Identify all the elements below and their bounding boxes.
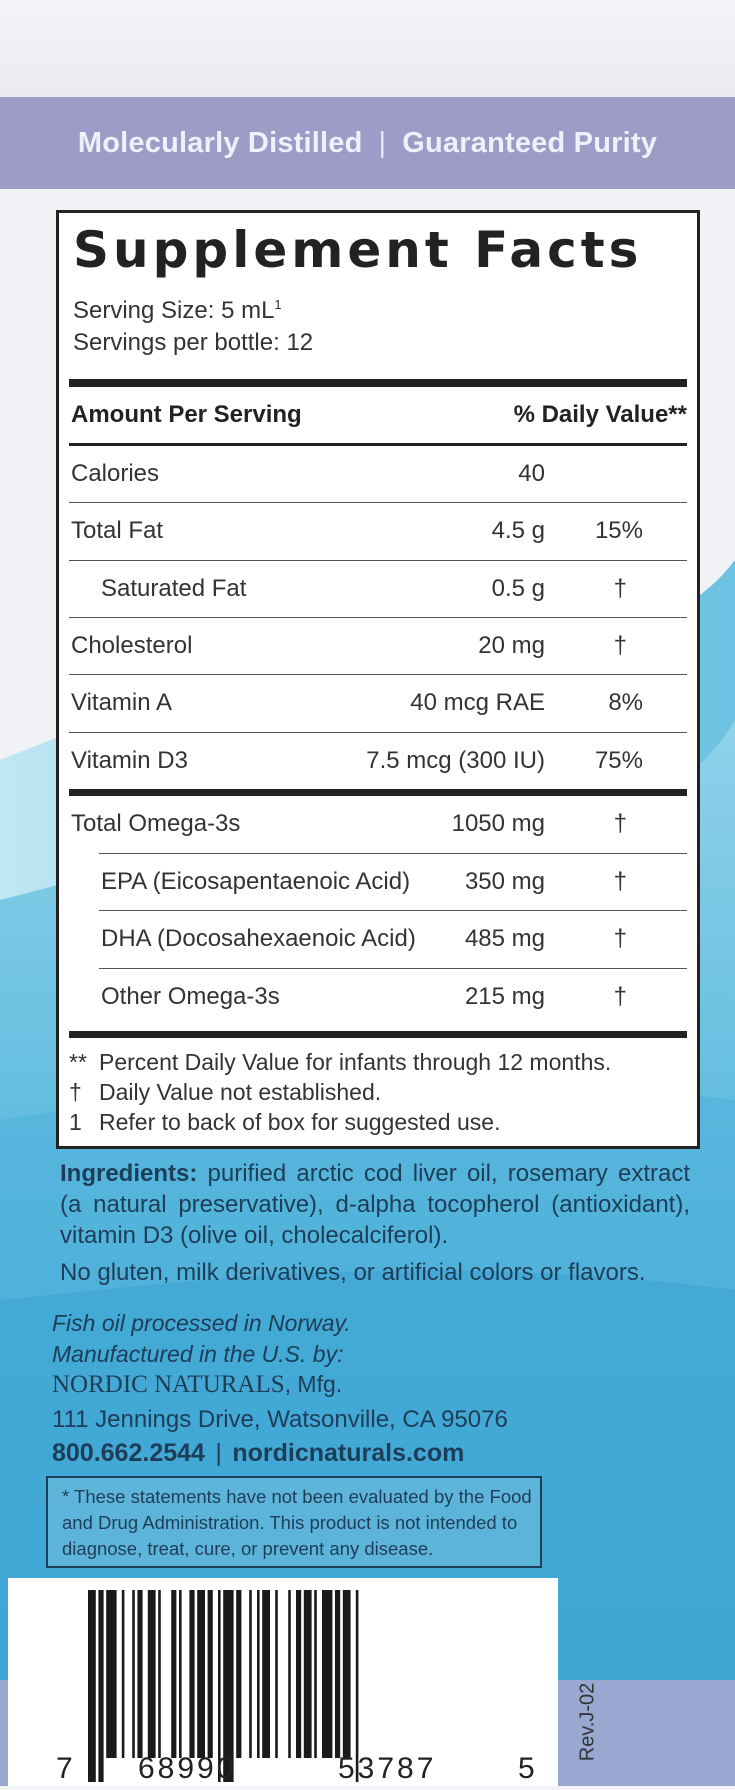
disclaimer-text: These statements have not been evaluated by the Food and Drug Administration. This product is not intended to diagnose, treat, cure, or prevent any disease. bbox=[62, 1486, 532, 1559]
company-name: NORDIC NATURALS bbox=[52, 1371, 285, 1398]
nutrient-row-saturated-fat bbox=[69, 561, 687, 617]
nutrient-amount: 485 mg bbox=[464, 925, 545, 952]
barcode-bar bbox=[189, 1590, 194, 1758]
barcode-bar bbox=[288, 1590, 291, 1758]
allergen-statement: No gluten, milk derivatives, or artificial colors or flavors. bbox=[60, 1259, 646, 1286]
footnote-text: Daily Value not established. bbox=[99, 1079, 382, 1105]
barcode-digit-last: 5 bbox=[518, 1752, 535, 1785]
barcode-bar bbox=[296, 1590, 301, 1758]
nutrient-dv: † bbox=[613, 810, 627, 837]
nutrient-row-vitamin-d3 bbox=[69, 733, 687, 789]
footnote-text: Refer to back of box for suggested use. bbox=[99, 1109, 501, 1135]
disclaimer-mark: * bbox=[62, 1486, 70, 1507]
nutrient-dv: 8% bbox=[608, 689, 643, 716]
nutrient-dv: † bbox=[613, 983, 627, 1010]
barcode-bar bbox=[343, 1590, 351, 1758]
thick-rule-bottom bbox=[69, 1031, 687, 1038]
barcode-bar bbox=[304, 1590, 312, 1758]
phone-number: 800.662.2544 bbox=[52, 1439, 205, 1467]
nutrient-name: Cholesterol bbox=[71, 632, 193, 659]
purity-banner bbox=[0, 97, 735, 189]
nutrient-name: Other Omega-3s bbox=[101, 983, 280, 1010]
contact-line bbox=[52, 1439, 464, 1468]
ingredients-paragraph bbox=[60, 1158, 690, 1251]
nutrient-dv: 75% bbox=[594, 747, 643, 774]
serving-size-text: Serving Size: 5 mL bbox=[73, 297, 275, 324]
website: nordicnaturals.com bbox=[232, 1439, 465, 1467]
servings-per-container: Servings per bottle: 12 bbox=[73, 329, 314, 356]
nutrient-amount: 0.5 g bbox=[491, 575, 545, 602]
nutrient-name: Vitamin D3 bbox=[71, 747, 188, 774]
barcode-bar bbox=[158, 1590, 161, 1758]
nutrient-row-calories bbox=[69, 446, 687, 502]
footnote-mark: ** bbox=[69, 1049, 87, 1075]
barcode-bar bbox=[208, 1590, 213, 1758]
barcode-bar bbox=[106, 1590, 116, 1758]
nutrient-row-other-omega-3s bbox=[69, 969, 687, 1025]
nutrient-name: Saturated Fat bbox=[101, 575, 247, 602]
ingredients-label: Ingredients: bbox=[60, 1160, 198, 1187]
nutrient-amount: 40 bbox=[518, 460, 545, 487]
nutrient-dv: 15% bbox=[594, 517, 643, 544]
barcode-group-1: 68990 bbox=[138, 1752, 237, 1785]
nutrient-name: Calories bbox=[71, 460, 160, 487]
barcode-panel bbox=[8, 1578, 558, 1786]
nutrient-amount: 7.5 mcg (300 IU) bbox=[366, 747, 545, 774]
nutrient-row-total-fat bbox=[69, 503, 687, 559]
revision-code bbox=[568, 1668, 608, 1776]
nutrient-dv: † bbox=[613, 925, 627, 952]
barcode-bar bbox=[257, 1590, 260, 1758]
manufactured-by: Manufactured in the U.S. by: bbox=[52, 1341, 344, 1367]
thick-rule-middle bbox=[69, 789, 687, 796]
nutrient-name: Total Omega-3s bbox=[71, 810, 241, 837]
nutrient-amount: 215 mg bbox=[464, 983, 545, 1010]
footnote-suggested-use bbox=[69, 1109, 500, 1136]
fda-disclaimer bbox=[46, 1476, 542, 1568]
thick-rule-top bbox=[69, 379, 687, 387]
ingredients-block bbox=[60, 1158, 690, 1288]
nutrient-dv: † bbox=[613, 575, 627, 602]
nutrient-amount: 20 mg bbox=[478, 632, 545, 659]
barcode-bar bbox=[179, 1590, 182, 1758]
barcode-bar bbox=[122, 1590, 125, 1758]
nutrient-dv: † bbox=[613, 868, 627, 895]
footnote-text: Percent Daily Value for infants through 12 months. bbox=[99, 1049, 612, 1075]
nutrient-row-dha bbox=[69, 911, 687, 967]
barcode-bar bbox=[137, 1590, 142, 1758]
barcode-bar bbox=[322, 1590, 332, 1758]
contact-divider: | bbox=[215, 1439, 222, 1467]
nutrient-row-vitamin-a bbox=[69, 675, 687, 731]
ingredients-text: purified arctic cod liver oil, rosemary extract (a natural preservative), d-alpha tocopherol (antioxidant), vitamin D3 (olive oil, cholecalciferol). bbox=[60, 1160, 690, 1249]
serving-size bbox=[73, 297, 282, 325]
nutrient-name: EPA (Eicosapentaenoic Acid) bbox=[101, 868, 411, 895]
banner-separator: | bbox=[378, 126, 387, 159]
footnote-mark: † bbox=[69, 1079, 82, 1105]
nutrient-row-cholesterol bbox=[69, 618, 687, 674]
nutrient-name: DHA (Docosahexaenoic Acid) bbox=[101, 925, 416, 952]
nutrient-amount: 350 mg bbox=[464, 868, 545, 895]
header-daily-value: % Daily Value** bbox=[513, 401, 687, 428]
origin-statement: Fish oil processed in Norway. bbox=[52, 1310, 351, 1336]
barcode-bar bbox=[335, 1590, 340, 1758]
barcode-bar bbox=[236, 1590, 241, 1758]
barcode-bar bbox=[98, 1590, 103, 1782]
barcode-bar bbox=[132, 1590, 135, 1758]
nutrient-name: Total Fat bbox=[71, 517, 164, 544]
barcode-bar bbox=[314, 1590, 317, 1758]
banner-right-text: Guaranteed Purity bbox=[402, 126, 658, 159]
footnote-mark: 1 bbox=[69, 1109, 82, 1135]
barcode-graphic bbox=[8, 1578, 558, 1786]
barcode-bar bbox=[148, 1590, 156, 1758]
barcode-digit-first: 7 bbox=[56, 1752, 73, 1785]
supplement-facts-panel bbox=[56, 210, 700, 1149]
barcode-group-2: 53787 bbox=[338, 1752, 437, 1785]
header-amount: Amount Per Serving bbox=[71, 401, 302, 428]
nutrient-row-total-omega-3s bbox=[69, 796, 687, 852]
company-address: 111 Jennings Drive, Watsonville, CA 95076 bbox=[52, 1406, 508, 1433]
barcode-bar bbox=[171, 1590, 176, 1758]
nutrient-name: Vitamin A bbox=[71, 689, 172, 716]
banner-left-text: Molecularly Distilled bbox=[77, 126, 363, 159]
footnote-daily-value bbox=[69, 1049, 611, 1076]
barcode-bar bbox=[88, 1590, 96, 1782]
nutrient-row-epa bbox=[69, 854, 687, 910]
nutrient-amount: 4.5 g bbox=[491, 517, 545, 544]
nutrient-amount: 40 mcg RAE bbox=[410, 689, 545, 716]
company-suffix: , Mfg. bbox=[284, 1371, 343, 1397]
revision-text: Rev.J-02 bbox=[576, 1682, 599, 1762]
barcode-bar bbox=[197, 1590, 205, 1758]
footnote-not-established bbox=[69, 1079, 381, 1106]
nutrient-dv: † bbox=[613, 632, 627, 659]
barcode-bar bbox=[275, 1590, 278, 1758]
barcode-bar bbox=[249, 1590, 252, 1758]
barcode-bar bbox=[262, 1590, 270, 1758]
serving-size-note: 1 bbox=[274, 297, 282, 312]
facts-header-row bbox=[69, 387, 687, 443]
nutrient-amount: 1050 mg bbox=[451, 810, 545, 837]
company-line bbox=[52, 1371, 342, 1399]
facts-title: Supplement Facts bbox=[73, 221, 643, 279]
